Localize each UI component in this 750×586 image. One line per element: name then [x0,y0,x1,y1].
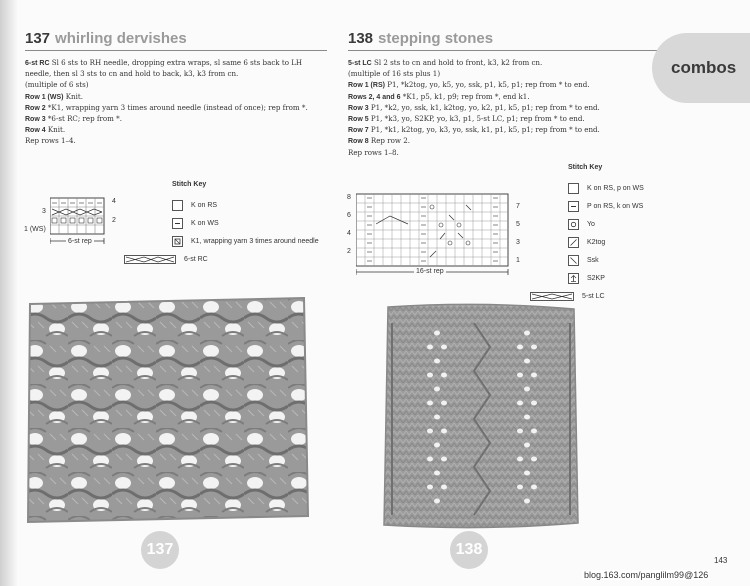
right-chart-row-label: 2 [347,248,351,255]
right-chart-row-label: 5 [516,221,520,228]
yarn-over-icon [568,219,579,230]
key-item: 5-st LC [530,287,644,305]
instruction-line: Row 3 *6-st RC; rep from *. [25,114,122,124]
left-swatch-photo [24,296,310,524]
left-chart-row-label: 4 [112,198,116,205]
key-item: Yo [568,215,644,233]
key-item: Ssk [568,251,644,269]
right-chart-row-label: 8 [347,194,351,201]
key-item: K1, wrapping yarn 3 times around needle [172,232,319,250]
left-chart-row-label: 1 (WS) [24,226,46,233]
instruction-line: Rows 2, 4 and 6 *K1, p5, k1, p9; rep from *, end k1. [348,91,530,101]
ssk-icon [568,255,579,266]
key-item: K on WS [172,214,319,232]
right-stitch-key [568,164,644,305]
instruction-line: Row 8 Rep row 2. [348,136,410,146]
right-chart-row-label: 4 [347,230,351,237]
right-title-rule [348,50,658,51]
left-stitch-key-title: Stitch Key [172,181,207,188]
instruction-line: 5-st LC Sl 2 sts to cn and hold to front, k3, k2 from cn. [348,58,543,67]
left-pattern-number: 137 [25,30,51,47]
book-spine-shadow [0,0,18,586]
right-swatch-photo [382,303,580,529]
left-instructions [25,58,308,148]
right-cable-icon [124,255,176,264]
instruction-line: Row 5 P1, *k3, yo, S2KP, yo, k3, p1, 5-st LC, p1; rep from * to end. [348,114,585,124]
right-chart [356,192,516,280]
instruction-line: Rep rows 1–4. [25,136,76,146]
right-instructions [348,58,600,159]
knit-square-icon [568,183,579,194]
instruction-line: Row 1 (RS) P1, *k2tog, yo, k5, yo, ssk, p1, k5, p1; rep from * to end. [348,80,590,90]
right-chart-row-label: 6 [347,212,351,219]
key-item: K on RS, p on WS [568,179,644,197]
right-pattern-title [348,30,493,47]
right-pattern-number: 138 [348,30,374,47]
instruction-line: 6-st RC Sl 6 sts to RH needle, dropping extra wraps, sl same 6 sts back to LH [25,58,303,67]
watermark: blog.163.com/panglilm99@126 [584,570,709,580]
s2kp-icon [568,273,579,284]
left-stitch-key [172,181,319,268]
left-chart-row-label: 3 [42,208,46,215]
key-item: 6-st RC [124,250,319,268]
instruction-line: needle, then sl 3 sts to cn and hold to back, k3, k3 from cn. [25,69,239,79]
left-pattern-name: whirling dervishes [55,30,187,47]
wrap-stitch-icon [172,236,183,247]
instruction-line: (multiple of 16 sts plus 1) [348,69,441,79]
left-title-rule [25,50,327,51]
instruction-line: Row 4 Knit. [25,125,66,135]
page-number: 143 [714,556,728,565]
instruction-line: Row 7 P1, *k1, k2tog, yo, k3, yo, ssk, k1, p1, k5, p1; rep from * to end. [348,125,600,135]
section-tab-label: combos [671,58,737,77]
right-chart-row-label: 1 [516,257,520,264]
instruction-line: Row 3 P1, *k2, yo, ssk, k1, k2tog, yo, k2, p1, k5, p1; rep from * to end. [348,102,600,112]
left-cable-icon [530,292,574,301]
instruction-line: Row 2 *K1, wrapping yarn 3 times around needle (instead of once); rep from *. [25,102,308,112]
instruction-line: Row 1 (WS) Knit. [25,91,83,101]
k2tog-icon [568,237,579,248]
right-swatch-number: 138 [450,531,488,569]
right-chart-repeat-label: 16-st rep [416,268,444,275]
purl-dash-icon [172,218,183,229]
key-item: K2tog [568,233,644,251]
key-item: S2KP [568,269,644,287]
left-swatch-number: 137 [141,531,179,569]
right-chart-row-label: 7 [516,203,520,210]
knit-square-icon [172,200,183,211]
left-chart-repeat-label: 6-st rep [68,238,92,245]
left-chart-row-label: 2 [112,217,116,224]
left-pattern-title [25,30,187,47]
key-item: K on RS [172,196,319,214]
purl-dash-icon [568,201,579,212]
instruction-line: Rep rows 1–8. [348,147,399,157]
right-chart-row-label: 3 [516,239,520,246]
key-item: P on RS, k on WS [568,197,644,215]
right-stitch-key-title: Stitch Key [568,164,603,171]
right-pattern-name: stepping stones [378,30,494,47]
instruction-line: (multiple of 6 sts) [25,80,89,90]
